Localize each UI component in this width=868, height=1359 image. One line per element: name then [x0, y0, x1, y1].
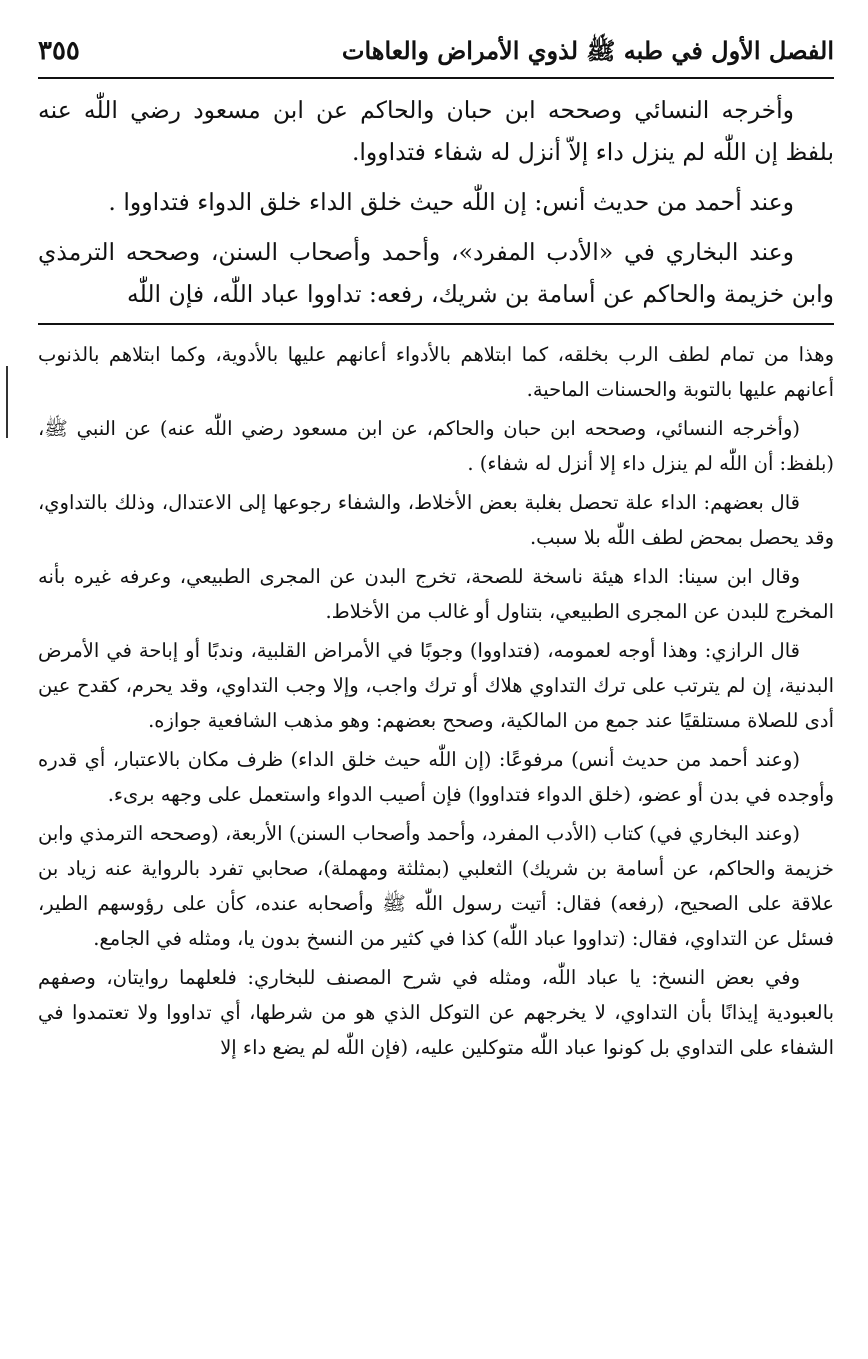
- main-text: [38, 89, 834, 315]
- commentary-paragraph: وفي بعض النسخ: يا عباد اللّٰه، ومثله في شرح المصنف للبخاري: فلعلهما روايتان، وصفهم بالعبودية إيذانًا بأن التداوي، لا يخرجهم عن التوكل الذي هو من شرطها، أي تداووا ولا تعتمدوا في الشفاء على التداوي بل كونوا عباد اللّٰه متوكلين عليه، (فإن اللّٰه لم يضع داء إلا: [38, 966, 834, 1059]
- commentary-paragraph: (وأخرجه النسائي، وصححه ابن حبان والحاكم، عن ابن مسعود رضي اللّٰه عنه) عن النبي ﷺ، (بلفظ: أن اللّٰه لم ينزل داء إلا أنزل له شفاء) .: [38, 417, 834, 475]
- running-header: [38, 36, 834, 79]
- page: [38, 36, 834, 1339]
- main-paragraph: وأخرجه النسائي وصححه ابن حبان والحاكم عن ابن مسعود رضي اللّٰه عنه بلفظ إن اللّٰه لم ينزل داء إلاّ أنزل له شفاء فتداووا.: [38, 96, 834, 166]
- chapter-title: الفصل الأول في طبه ﷺ لذوي الأمراض والعاهات: [341, 36, 834, 65]
- commentary-paragraph: (وعند البخاري في) كتاب (الأدب المفرد، وأحمد وأصحاب السنن) الأربعة، (وصححه الترمذي وابن خزيمة والحاكم، عن أسامة بن شريك) الثعلبي (بمثلثة ومهملة)، صحابي تفرد بالرواية عنه زياد بن علاقة على الصحيح، (رفعه) فقال: أتيت رسول اللّٰه ﷺ وأصحابه عنده، كأن على رؤوسهم الطير، فسئل عن التداوي، فقال: (تداووا عباد اللّٰه) كذا في كثير من النسخ بدون يا، ومثله في الجامع.: [38, 822, 834, 950]
- commentary-paragraph: وهذا من تمام لطف الرب بخلقه، كما ابتلاهم بالأدواء أعانهم عليها بالأدوية، وكما ابتلاهم بالذنوب أعانهم عليها بالتوبة والحسنات الماحية.: [38, 343, 834, 401]
- commentary-paragraph: قال الرازي: وهذا أوجه لعمومه، (فتداووا) وجوبًا في الأمراض القلبية، وندبًا أو إباحة في الأمرض البدنية، إن لم يترتب على ترك التداوي هلاك أو ترك واجب، وإلا وجب التداوي، وقد يحرم، كقدح عين أدى للصلاة مستلقيًا عند جمع من المالكية، وصحح بعضهم: وهو مذهب الشافعية جوازه.: [38, 639, 834, 732]
- margin-mark: [6, 366, 8, 438]
- commentary-divider: [38, 323, 834, 325]
- commentary: [38, 337, 834, 1065]
- main-paragraph: وعند البخاري في «الأدب المفرد»، وأحمد وأصحاب السنن، وصححه الترمذي وابن خزيمة والحاكم عن أسامة بن شريك، رفعه: تداووا عباد اللّٰه، فإن اللّٰه: [38, 238, 834, 308]
- commentary-paragraph: (وعند أحمد من حديث أنس) مرفوعًا: (إن اللّٰه حيث خلق الداء) ظرف مكان بالاعتبار، أي قدره وأوجده في بدن أو عضو، (خلق الدواء فتداووا) فإن أصيب الدواء واستعمل على وجهه برىء.: [38, 748, 834, 806]
- commentary-paragraph: قال بعضهم: الداء علة تحصل بغلبة بعض الأخلاط، والشفاء رجوعها إلى الاعتدال، وذلك بالتداوي، وقد يحصل بمحض لطف اللّٰه بلا سبب.: [38, 491, 834, 549]
- main-paragraph: وعند أحمد من حديث أنس: إن اللّٰه حيث خلق الداء خلق الدواء فتداووا .: [108, 188, 794, 216]
- page-number: ٣٥٥: [38, 36, 80, 66]
- commentary-paragraph: وقال ابن سينا: الداء هيئة ناسخة للصحة، تخرج البدن عن المجرى الطبيعي، وعرفه غيره بأنه المخرج للبدن عن المجرى الطبيعي، بتناول أو غالب من الأخلاط.: [38, 565, 834, 623]
